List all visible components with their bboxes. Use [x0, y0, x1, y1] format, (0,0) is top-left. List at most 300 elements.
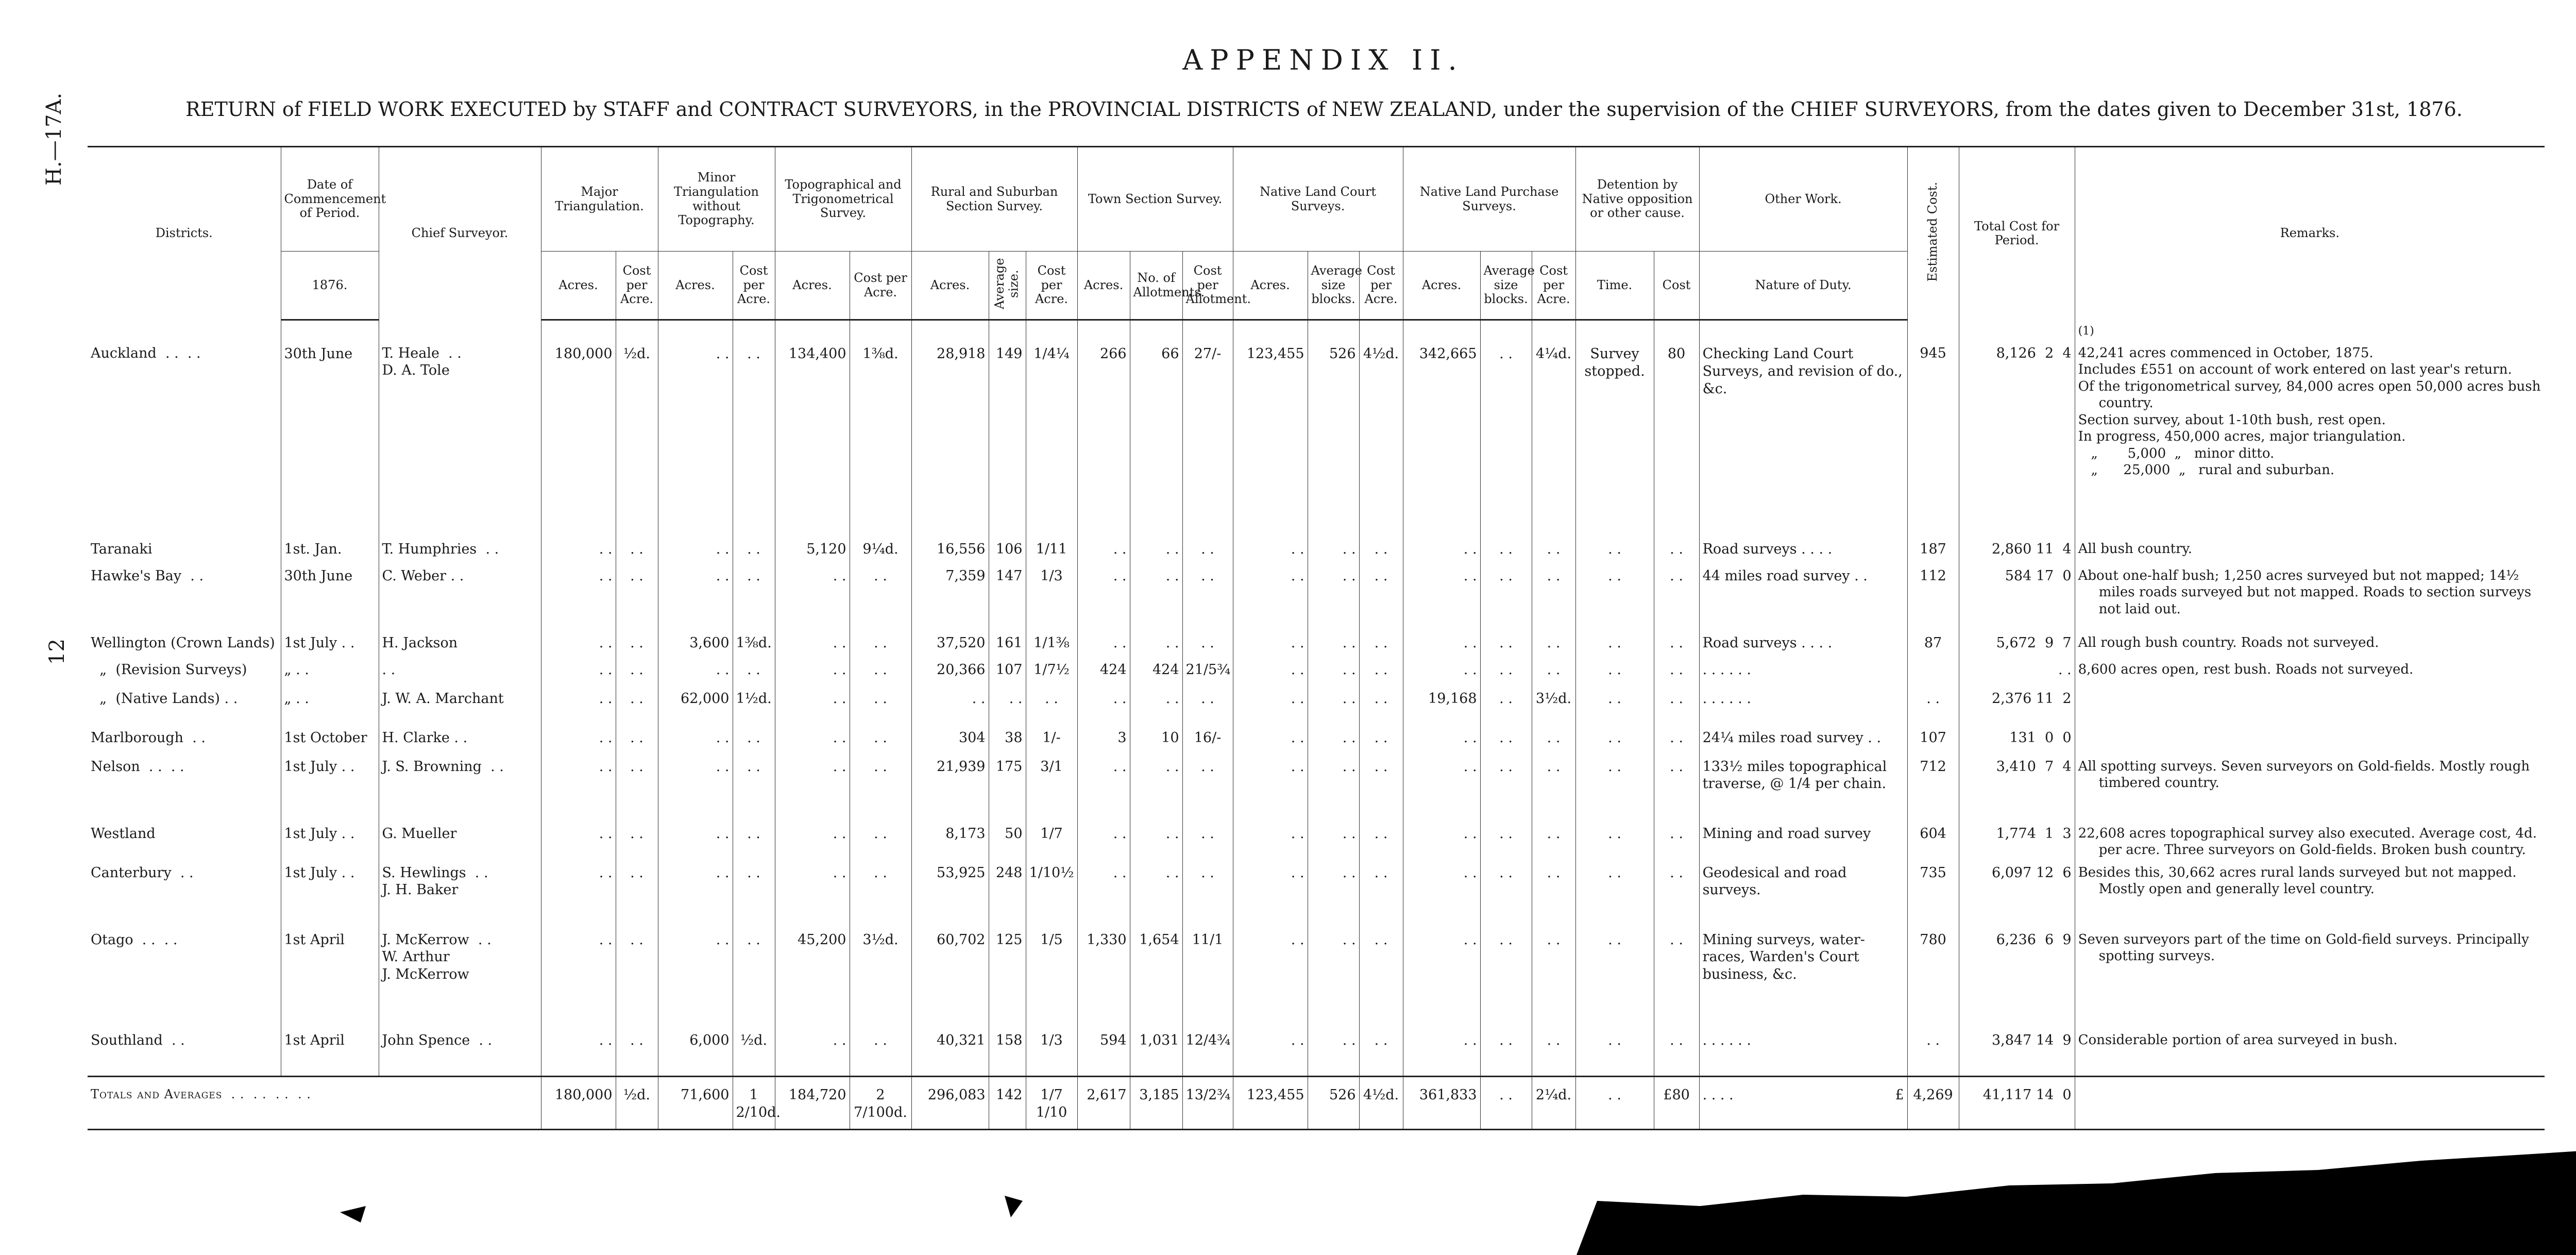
tow-c-cell: . . — [1182, 537, 1233, 563]
min-c-cell: . . — [733, 537, 775, 563]
total-top-a-cell: 184,720 — [775, 1077, 850, 1130]
header-acres: Acres. — [541, 252, 616, 320]
nlp-a-cell: . . — [1403, 860, 1480, 927]
nlc-a-cell: . . — [1233, 686, 1308, 725]
header-estimated-cost: Estimated Cost. — [1907, 147, 1959, 320]
total-cost-cell: 8,126 2 4 — [1959, 320, 2075, 537]
det-c-cell: . . — [1654, 657, 1699, 686]
nlc-a-cell: . . — [1233, 657, 1308, 686]
nature-of-duty-cell: . . . . . . — [1699, 686, 1907, 725]
total-other-value: . . . . — [1702, 1087, 1734, 1103]
total-other-cell — [1699, 1077, 1907, 1130]
rur-s-cell: 149 — [989, 320, 1026, 537]
nlc-s-cell: . . — [1308, 686, 1359, 725]
min-a-cell: 62,000 — [658, 686, 733, 725]
nlc-c-cell: . . — [1359, 725, 1403, 754]
estimated-cost-cell: 780 — [1907, 927, 1959, 1028]
rur-s-cell: 161 — [989, 630, 1026, 657]
total-tow-a-cell: 2,617 — [1077, 1077, 1130, 1130]
nlp-s-cell: . . — [1480, 821, 1532, 860]
total-nlp-s-cell: . . — [1480, 1077, 1532, 1130]
det-c-cell: . . — [1654, 754, 1699, 821]
tow-c-cell: 12/4¾ — [1182, 1028, 1233, 1077]
nlc-s-cell: . . — [1308, 537, 1359, 563]
date-cell: 1st April — [281, 1028, 379, 1077]
rur-c-cell: 1/5 — [1026, 927, 1077, 1028]
ink-smudge — [340, 1206, 366, 1223]
tow-a-cell: 594 — [1077, 1028, 1130, 1077]
rur-c-cell: 1/3 — [1026, 1028, 1077, 1077]
rur-a-cell: 53,925 — [911, 860, 989, 927]
nlc-s-cell: . . — [1308, 725, 1359, 754]
det-t-cell: . . — [1575, 821, 1654, 860]
rur-a-cell: 37,520 — [911, 630, 989, 657]
remark-line: Includes £551 on account of work entered on last year's return. — [2078, 362, 2512, 377]
header-remarks: Remarks. — [2075, 147, 2545, 320]
min-c-cell: . . — [733, 927, 775, 1028]
remark-line: 42,241 acres commenced in October, 1875. — [2078, 345, 2374, 361]
tow-c-cell: 21/5¾ — [1182, 657, 1233, 686]
estimated-cost-cell — [1907, 657, 1959, 686]
date-cell: 1st July . . — [281, 630, 379, 657]
maj-c-cell: . . — [616, 686, 658, 725]
rur-s-cell: . . — [989, 686, 1026, 725]
header-acres: Acres. — [658, 252, 733, 320]
remarks-cell — [2075, 927, 2545, 1028]
total-cost-cell: 6,236 6 9 — [1959, 927, 2075, 1028]
nlp-c-cell: . . — [1532, 657, 1575, 686]
date-cell: 1st October — [281, 725, 379, 754]
top-a-cell: . . — [775, 860, 850, 927]
det-t-cell: . . — [1575, 657, 1654, 686]
header-acres: Acres. — [1233, 252, 1308, 320]
det-c-cell: . . — [1654, 630, 1699, 657]
maj-c-cell: . . — [616, 821, 658, 860]
top-c-cell: . . — [850, 1028, 911, 1077]
nlp-a-cell: . . — [1403, 725, 1480, 754]
nlp-a-cell: . . — [1403, 630, 1480, 657]
total-pound-sign: £ — [1895, 1087, 1904, 1103]
min-a-cell: 6,000 — [658, 1028, 733, 1077]
nlp-a-cell: . . — [1403, 927, 1480, 1028]
nlp-s-cell: . . — [1480, 537, 1532, 563]
tow-n-cell: . . — [1130, 563, 1182, 630]
nature-of-duty-cell: . . . . . . — [1699, 1028, 1907, 1077]
rur-a-cell: 7,359 — [911, 563, 989, 630]
top-c-cell: . . — [850, 630, 911, 657]
nlc-s-cell: . . — [1308, 821, 1359, 860]
tow-n-cell: 1,654 — [1130, 927, 1182, 1028]
header-cost-per-acre: Cost per Acre. — [1026, 252, 1077, 320]
det-c-cell: . . — [1654, 686, 1699, 725]
tow-a-cell: . . — [1077, 563, 1130, 630]
nlc-s-cell: . . — [1308, 563, 1359, 630]
tow-n-cell: 10 — [1130, 725, 1182, 754]
header-cost-per-acre: Cost per Acre. — [733, 252, 775, 320]
det-c-cell: . . — [1654, 1028, 1699, 1077]
footnote-marker: (1) — [2078, 324, 2094, 338]
date-cell: „ . . — [281, 686, 379, 725]
total-rur-a-cell: 296,083 — [911, 1077, 989, 1130]
rur-a-cell: 304 — [911, 725, 989, 754]
tow-a-cell: 266 — [1077, 320, 1130, 537]
header-cost-per-acre: Cost per Acre. — [616, 252, 658, 320]
nlc-s-cell: . . — [1308, 657, 1359, 686]
tow-c-cell: 16/- — [1182, 725, 1233, 754]
nlp-a-cell: 19,168 — [1403, 686, 1480, 725]
rur-a-cell: 60,702 — [911, 927, 989, 1028]
det-t-cell: . . — [1575, 754, 1654, 821]
totals-label: Totals and Averages . . . . . . . . — [88, 1077, 541, 1130]
ink-smudge — [1005, 1196, 1023, 1217]
chief-surveyor-cell: G. Mueller — [379, 821, 541, 860]
total-cost-cell: 2,376 11 2 — [1959, 686, 2075, 725]
maj-c-cell: . . — [616, 927, 658, 1028]
nlc-s-cell: . . — [1308, 927, 1359, 1028]
nlc-s-cell: . . — [1308, 860, 1359, 927]
header-town-section: Town Section Survey. — [1077, 147, 1233, 252]
nlc-c-cell: . . — [1359, 754, 1403, 821]
tow-c-cell: 27/- — [1182, 320, 1233, 537]
table-row — [88, 657, 2545, 686]
header-native-land-purchase: Native Land Purchase Surveys. — [1403, 147, 1575, 252]
total-cost-cell: 1,774 1 3 — [1959, 821, 2075, 860]
total-remarks-empty — [2075, 1077, 2545, 1130]
header-other-work: Other Work. — [1699, 147, 1907, 252]
nlc-c-cell: . . — [1359, 821, 1403, 860]
nlc-s-cell: . . — [1308, 1028, 1359, 1077]
header-detention: Detention by Native opposition or other cause. — [1575, 147, 1699, 252]
nlp-c-cell: . . — [1532, 630, 1575, 657]
total-det-t-cell: . . — [1575, 1077, 1654, 1130]
header-cost-per-allotment: Cost per Allotment. — [1182, 252, 1233, 320]
tow-a-cell: . . — [1077, 686, 1130, 725]
nlp-c-cell: . . — [1532, 821, 1575, 860]
tow-n-cell: . . — [1130, 537, 1182, 563]
nlp-c-cell: . . — [1532, 725, 1575, 754]
min-c-cell: . . — [733, 657, 775, 686]
min-c-cell: 1½d. — [733, 686, 775, 725]
tow-a-cell: 1,330 — [1077, 927, 1130, 1028]
maj-c-cell: . . — [616, 537, 658, 563]
total-cost-cell: 2,860 11 4 — [1959, 537, 2075, 563]
top-a-cell: 45,200 — [775, 927, 850, 1028]
min-a-cell: . . — [658, 563, 733, 630]
tow-c-cell: . . — [1182, 821, 1233, 860]
total-nlp-c-cell: 2¼d. — [1532, 1077, 1575, 1130]
maj-a-cell: . . — [541, 1028, 616, 1077]
total-min-c-cell: 1 2/10d. — [733, 1077, 775, 1130]
min-c-cell: . . — [733, 725, 775, 754]
det-c-cell: . . — [1654, 821, 1699, 860]
date-cell: 1st July . . — [281, 821, 379, 860]
tow-a-cell: . . — [1077, 821, 1130, 860]
top-a-cell: . . — [775, 563, 850, 630]
chief-surveyor-cell: J. W. A. Marchant — [379, 686, 541, 725]
total-cost-cell: 3,410 7 4 — [1959, 754, 2075, 821]
district-cell: Southland . . — [91, 1032, 185, 1048]
nature-of-duty-cell: Road surveys . . . . — [1699, 537, 1907, 563]
rur-c-cell: 1/7½ — [1026, 657, 1077, 686]
det-t-cell: . . — [1575, 927, 1654, 1028]
tow-c-cell: . . — [1182, 754, 1233, 821]
tow-a-cell: . . — [1077, 860, 1130, 927]
maj-c-cell: ½d. — [616, 320, 658, 537]
table-row — [88, 320, 2545, 537]
nature-of-duty-cell: Mining surveys, water-races, Warden's Court business, &c. — [1699, 927, 1907, 1028]
district-cell: Canterbury . . — [91, 864, 194, 881]
remark-line: Considerable portion of area surveyed in bush. — [2078, 1032, 2398, 1048]
rur-c-cell: 1/7 — [1026, 821, 1077, 860]
total-nlc-a-cell: 123,455 — [1233, 1077, 1308, 1130]
header-date: Date of Commencement of Period. — [281, 147, 379, 252]
nlp-s-cell: . . — [1480, 630, 1532, 657]
maj-c-cell: . . — [616, 1028, 658, 1077]
table-row — [88, 927, 2545, 1028]
remark-line: In progress, 450,000 acres, major triangulation. — [2078, 429, 2406, 444]
total-estimated-cost-cell: 4,269 — [1907, 1077, 1959, 1130]
maj-c-cell: . . — [616, 657, 658, 686]
maj-c-cell: . . — [616, 860, 658, 927]
nlc-a-cell: . . — [1233, 1028, 1308, 1077]
header-avg-size-blocks: Average size blocks. — [1308, 252, 1359, 320]
total-nlc-c-cell: 4½d. — [1359, 1077, 1403, 1130]
tow-a-cell: . . — [1077, 630, 1130, 657]
chief-surveyor-cell: John Spence . . — [379, 1028, 541, 1077]
det-c-cell: . . — [1654, 563, 1699, 630]
header-topographical: Topographical and Trigonometrical Survey. — [775, 147, 911, 252]
nlp-c-cell: . . — [1532, 563, 1575, 630]
nature-of-duty-cell: . . . . . . — [1699, 657, 1907, 686]
det-t-cell: . . — [1575, 537, 1654, 563]
district-cell: „ (Revision Surveys) — [91, 661, 247, 678]
estimated-cost-cell: 112 — [1907, 563, 1959, 630]
date-cell: 30th June — [281, 563, 379, 630]
table-row — [88, 860, 2545, 927]
nature-of-duty-cell: 44 miles road survey . . — [1699, 563, 1907, 630]
total-det-c-cell: £80 — [1654, 1077, 1699, 1130]
total-nlc-s-cell: 526 — [1308, 1077, 1359, 1130]
top-a-cell: . . — [775, 657, 850, 686]
date-cell: 1st April — [281, 927, 379, 1028]
header-acres: Acres. — [1077, 252, 1130, 320]
district-cell: Marlborough . . — [91, 729, 206, 746]
chief-surveyor-cell: H. Jackson — [379, 630, 541, 657]
min-c-cell: . . — [733, 320, 775, 537]
estimated-cost-cell: 107 — [1907, 725, 1959, 754]
district-cell: Westland — [91, 825, 156, 842]
nlp-a-cell: . . — [1403, 657, 1480, 686]
total-maj-a-cell: 180,000 — [541, 1077, 616, 1130]
header-districts: Districts. — [88, 147, 281, 320]
rur-s-cell: 175 — [989, 754, 1026, 821]
page-number: 12 — [45, 639, 69, 665]
table-row — [88, 1028, 2545, 1077]
nlp-s-cell: . . — [1480, 320, 1532, 537]
nlc-c-cell: . . — [1359, 686, 1403, 725]
rur-s-cell: 158 — [989, 1028, 1026, 1077]
chief-surveyor-cell: T. Heale . . D. A. Tole — [379, 320, 541, 537]
header-cost-per-acre: Cost per Acre. — [1359, 252, 1403, 320]
district-cell: Nelson . . . . — [91, 758, 184, 775]
tow-n-cell: . . — [1130, 630, 1182, 657]
nlp-a-cell: . . — [1403, 821, 1480, 860]
rur-a-cell: 16,556 — [911, 537, 989, 563]
min-a-cell: 3,600 — [658, 630, 733, 657]
remark-line: About one-half bush; 1,250 acres surveyed but not mapped; 14½ miles roads surveyed but not mapped. Roads to section surveys not laid out. — [2078, 567, 2536, 617]
nature-of-duty-cell: Road surveys . . . . — [1699, 630, 1907, 657]
date-cell: 1st July . . — [281, 860, 379, 927]
nlp-a-cell: . . — [1403, 1028, 1480, 1077]
tow-c-cell: . . — [1182, 686, 1233, 725]
total-cost-cell: . . — [1959, 657, 2075, 686]
remark-line: 8,600 acres open, rest bush. Roads not surveyed. — [2078, 661, 2414, 677]
estimated-cost-cell: . . — [1907, 1028, 1959, 1077]
rur-a-cell: 28,918 — [911, 320, 989, 537]
nlc-a-cell: . . — [1233, 927, 1308, 1028]
header-cost-per-acre: Cost per Acre. — [850, 252, 911, 320]
nlp-s-cell: . . — [1480, 860, 1532, 927]
det-c-cell: 80 — [1654, 320, 1699, 537]
remark-line: All rough bush country. Roads not surveyed. — [2078, 634, 2379, 650]
top-a-cell: . . — [775, 686, 850, 725]
maj-a-cell: . . — [541, 657, 616, 686]
nlc-c-cell: 4½d. — [1359, 320, 1403, 537]
header-avg-size-blocks: Average size blocks. — [1480, 252, 1532, 320]
min-a-cell: . . — [658, 657, 733, 686]
header-date-year: 1876. — [281, 252, 379, 320]
nlp-s-cell: . . — [1480, 686, 1532, 725]
det-t-cell: . . — [1575, 686, 1654, 725]
min-a-cell: . . — [658, 927, 733, 1028]
total-cost-cell: 6,097 12 6 — [1959, 860, 2075, 927]
rur-a-cell: 21,939 — [911, 754, 989, 821]
estimated-cost-cell: 712 — [1907, 754, 1959, 821]
table-row — [88, 754, 2545, 821]
top-c-cell: . . — [850, 821, 911, 860]
rur-a-cell: 20,366 — [911, 657, 989, 686]
maj-a-cell: . . — [541, 860, 616, 927]
nlc-a-cell: 123,455 — [1233, 320, 1308, 537]
remarks-cell — [2075, 821, 2545, 860]
estimated-cost-cell: 187 — [1907, 537, 1959, 563]
nature-of-duty-cell: Mining and road survey — [1699, 821, 1907, 860]
estimated-cost-cell: 604 — [1907, 821, 1959, 860]
tow-n-cell: . . — [1130, 821, 1182, 860]
nlp-c-cell: . . — [1532, 927, 1575, 1028]
nature-of-duty-cell: 24¼ miles road survey . . — [1699, 725, 1907, 754]
nlp-a-cell: . . — [1403, 563, 1480, 630]
rur-s-cell: 106 — [989, 537, 1026, 563]
estimated-cost-cell: . . — [1907, 686, 1959, 725]
rur-c-cell: 3/1 — [1026, 754, 1077, 821]
nlp-s-cell: . . — [1480, 754, 1532, 821]
header-time: Time. — [1575, 252, 1654, 320]
return-title: RETURN of FIELD WORK EXECUTED by STAFF and CONTRACT SURVEYORS, in the PROVINCIAL DISTRICTS of NEW ZEALAND, under the supervision of the CHIEF SURVEYORS, from the dates given to December 31st, 1876. — [185, 98, 2463, 121]
remark-line: Seven surveyors part of the time on Gold-field surveys. Principally spotting surveys. — [2078, 931, 2534, 964]
nlc-a-cell: . . — [1233, 754, 1308, 821]
district-cell: Taranaki — [91, 541, 152, 557]
nlc-c-cell: . . — [1359, 927, 1403, 1028]
tow-c-cell: . . — [1182, 563, 1233, 630]
top-c-cell: . . — [850, 563, 911, 630]
nlp-a-cell: . . — [1403, 754, 1480, 821]
date-cell: 30th June — [281, 320, 379, 537]
total-tow-n-cell: 3,185 — [1130, 1077, 1182, 1130]
tow-n-cell: . . — [1130, 686, 1182, 725]
min-a-cell: . . — [658, 725, 733, 754]
tow-n-cell: . . — [1130, 754, 1182, 821]
nlc-s-cell: . . — [1308, 630, 1359, 657]
total-cost-cell: 3,847 14 9 — [1959, 1028, 2075, 1077]
header-average-size: Average size. — [989, 252, 1026, 320]
nlc-c-cell: . . — [1359, 860, 1403, 927]
header-acres: Acres. — [775, 252, 850, 320]
nlc-a-cell: . . — [1233, 860, 1308, 927]
chief-surveyor-cell: . . — [379, 657, 541, 686]
header-cost: Cost — [1654, 252, 1699, 320]
min-a-cell: . . — [658, 860, 733, 927]
district-cell: Wellington (Crown Lands) — [91, 634, 275, 651]
top-a-cell: 134,400 — [775, 320, 850, 537]
nlc-a-cell: . . — [1233, 537, 1308, 563]
header-acres: Acres. — [911, 252, 989, 320]
min-c-cell: . . — [733, 754, 775, 821]
maj-a-cell: . . — [541, 927, 616, 1028]
top-a-cell: . . — [775, 725, 850, 754]
chief-surveyor-cell: H. Clarke . . — [379, 725, 541, 754]
det-t-cell: . . — [1575, 563, 1654, 630]
maj-c-cell: . . — [616, 725, 658, 754]
rur-s-cell: 50 — [989, 821, 1026, 860]
nlp-s-cell: . . — [1480, 657, 1532, 686]
tow-n-cell: 1,031 — [1130, 1028, 1182, 1077]
det-t-cell: . . — [1575, 1028, 1654, 1077]
district-cell: Hawke's Bay . . — [91, 567, 204, 584]
table-row — [88, 686, 2545, 725]
nlc-a-cell: . . — [1233, 821, 1308, 860]
total-tow-c-cell: 13/2¾ — [1182, 1077, 1233, 1130]
min-c-cell: . . — [733, 821, 775, 860]
chief-surveyor-cell: T. Humphries . . — [379, 537, 541, 563]
total-min-a-cell: 71,600 — [658, 1077, 733, 1130]
maj-a-cell: . . — [541, 563, 616, 630]
remark-line: All spotting surveys. Seven surveyors on Gold-fields. Mostly rough timbered country. — [2078, 758, 2534, 791]
estimated-cost-cell: 945 — [1907, 320, 1959, 537]
total-rur-c-cell: 1/7 1/10 — [1026, 1077, 1077, 1130]
det-t-cell: . . — [1575, 860, 1654, 927]
nlc-c-cell: . . — [1359, 657, 1403, 686]
rur-s-cell: 107 — [989, 657, 1026, 686]
min-c-cell: . . — [733, 860, 775, 927]
min-a-cell: . . — [658, 537, 733, 563]
header-rural-suburban: Rural and Suburban Section Survey. — [911, 147, 1077, 252]
rur-s-cell: 147 — [989, 563, 1026, 630]
table-row — [88, 821, 2545, 860]
header-total-cost: Total Cost for Period. — [1959, 147, 2075, 320]
det-t-cell: Survey stopped. — [1575, 320, 1654, 537]
det-c-cell: . . — [1654, 860, 1699, 927]
tow-a-cell: . . — [1077, 537, 1130, 563]
rur-c-cell: 1/3 — [1026, 563, 1077, 630]
torn-edge-shadow — [1577, 1147, 2576, 1255]
chief-surveyor-cell: C. Weber . . — [379, 563, 541, 630]
total-maj-c-cell: ½d. — [616, 1077, 658, 1130]
total-rur-s-cell: 142 — [989, 1077, 1026, 1130]
rur-a-cell: 40,321 — [911, 1028, 989, 1077]
nature-of-duty-cell: Checking Land Court Surveys, and revision of do., &c. — [1699, 320, 1907, 537]
table-row — [88, 725, 2545, 754]
